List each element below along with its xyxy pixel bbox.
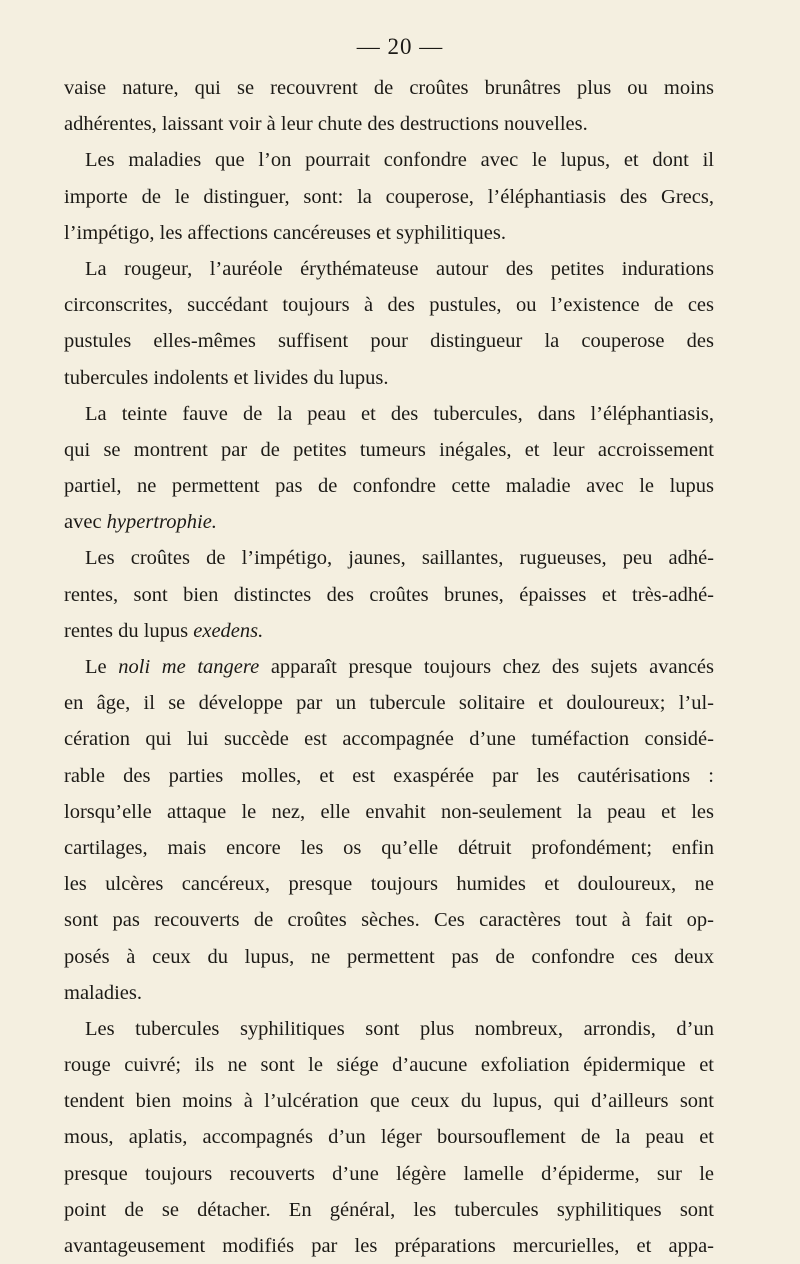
text-line — [64, 758, 714, 794]
text-line — [64, 1156, 714, 1192]
text-segment: en âge, il se développe par un tubercule solitaire et douloureux; l’ul- — [64, 692, 714, 715]
text-segment: sont pas recouverts de croûtes sèches. Ces caractères tout à fait op- — [64, 909, 714, 932]
text-segment: pustules elles-mêmes suffisent pour distingueur la couperose des — [64, 330, 714, 353]
text-segment: importe de le distinguer, sont: la couperose, l’éléphantiasis des Grecs, — [64, 185, 714, 208]
text-segment: tubercules indolents et livides du lupus. — [64, 366, 389, 389]
text-segment: rable des parties molles, et est exaspérée par les cautérisations : — [64, 764, 714, 787]
text-line — [64, 613, 714, 649]
text-line — [64, 1083, 714, 1119]
text-line — [64, 70, 714, 106]
text-segment: avantageusement modifiés par les préparations mercurielles, et appa- — [64, 1235, 714, 1257]
text-segment: cartilages, mais encore les os qu’elle détruit profondément; enfin — [64, 836, 714, 859]
text-segment: circonscrites, succédant toujours à des pustules, ou l’existence de ces — [64, 294, 714, 317]
text-segment: Le — [85, 656, 119, 678]
text-segment: tendent bien moins à l’ulcération que ceux du lupus, qui d’ailleurs sont — [64, 1090, 714, 1113]
text-segment: rentes du lupus — [64, 619, 194, 642]
text-segment: presque toujours recouverts d’une légère lamelle d’épiderme, sur le — [64, 1162, 714, 1185]
italic-text: hypertrophie. — [106, 511, 217, 534]
text-line — [64, 287, 714, 323]
text-line — [64, 251, 714, 287]
text-segment: cération qui lui succède est accompagnée d’une tuméfaction considé- — [64, 728, 714, 751]
text-segment: les ulcères cancéreux, presque toujours humides et douloureux, ne — [64, 873, 714, 896]
text-segment: adhérentes, laissant voir à leur chute des destructions nouvelles. — [64, 113, 588, 136]
text-segment: rouge cuivré; ils ne sont le siége d’aucune exfoliation épidermique et — [64, 1054, 714, 1077]
text-segment: l’impétigo, les affections cancéreuses et syphilitiques. — [64, 221, 506, 244]
text-line — [64, 360, 714, 396]
italic-text: exedens. — [193, 619, 264, 642]
text-segment: maladies. — [64, 981, 142, 1004]
text-line — [64, 975, 714, 1011]
text-line — [64, 866, 714, 902]
text-line — [64, 432, 714, 468]
text-segment: apparaît presque toujours chez des sujets avancés — [259, 656, 715, 678]
text-segment: posés à ceux du lupus, ne permettent pas de confondre ces deux — [64, 945, 714, 968]
text-segment: Les croûtes de l’impétigo, jaunes, saillantes, rugueuses, peu adhé- — [85, 547, 714, 570]
text-line — [64, 1047, 714, 1083]
text-segment: La rougeur, l’auréole érythémateuse autour des petites indurations — [85, 257, 714, 280]
text-line — [64, 939, 714, 975]
italic-text: noli me tangere — [118, 656, 260, 678]
text-line — [64, 1119, 714, 1155]
text-segment: La teinte fauve de la peau et des tubercules, dans l’éléphantiasis, — [85, 402, 714, 425]
text-line — [64, 1192, 714, 1228]
text-line — [64, 396, 714, 432]
text-segment: mous, aplatis, accompagnés d’un léger boursouflement de la peau et — [64, 1126, 714, 1149]
text-line — [64, 577, 714, 613]
text-segment: point de se détacher. En général, les tubercules syphilitiques sont — [64, 1198, 714, 1221]
text-line — [64, 179, 714, 215]
text-line — [64, 142, 714, 178]
text-segment: vaise nature, qui se recouvrent de croûtes brunâtres plus ou moins — [64, 77, 714, 99]
text-segment: Les tubercules syphilitiques sont plus nombreux, arrondis, d’un — [85, 1017, 714, 1040]
text-segment: lorsqu’elle attaque le nez, elle envahit non-seulement la peau et les — [64, 800, 714, 823]
text-segment: rentes, sont bien distinctes des croûtes brunes, épaisses et très-adhé- — [64, 583, 714, 606]
text-line — [64, 1011, 714, 1047]
text-line — [64, 215, 714, 251]
body-text — [64, 70, 714, 1264]
text-line — [64, 794, 714, 830]
text-line — [64, 902, 714, 938]
text-segment: qui se montrent par de petites tumeurs inégales, et leur accroissement — [64, 438, 714, 461]
text-line — [64, 685, 714, 721]
text-segment: Les maladies que l’on pourrait confondre avec le lupus, et dont il — [85, 149, 714, 172]
page-number: — 20 — — [356, 34, 444, 59]
text-line — [64, 504, 714, 540]
text-line — [64, 830, 714, 866]
text-segment: partiel, ne permettent pas de confondre cette maladie avec le lupus — [64, 475, 714, 498]
text-line — [64, 468, 714, 504]
text-line — [64, 721, 714, 757]
text-line — [64, 106, 714, 142]
text-line — [64, 649, 714, 685]
text-line — [64, 1228, 714, 1264]
text-segment: avec — [64, 511, 107, 534]
text-line — [64, 323, 714, 359]
text-line — [64, 540, 714, 576]
